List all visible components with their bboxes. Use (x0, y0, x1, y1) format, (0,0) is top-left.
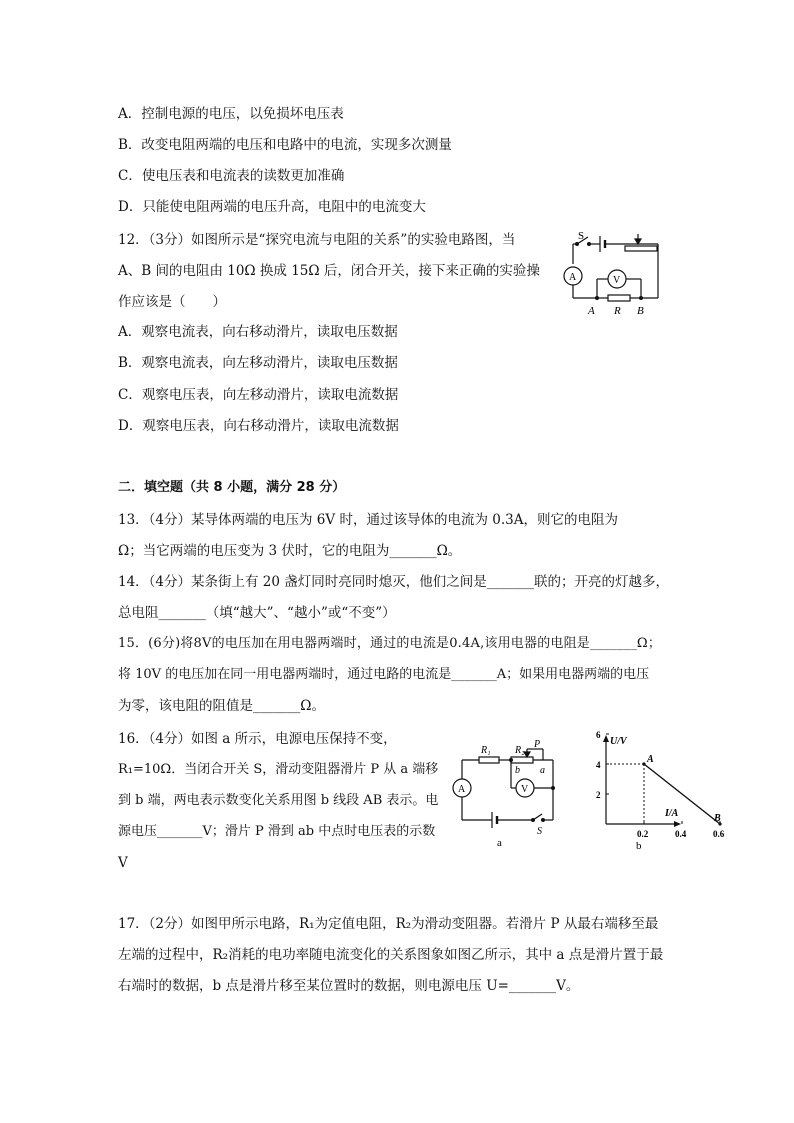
q16-circuit-figure-a (445, 738, 570, 850)
q12-fig-node-a: A (588, 305, 595, 317)
q16-fig-a-label-b: b (515, 765, 520, 776)
q12-option-d: D．观察电压表，向右移动滑片，读取电流数据 (118, 418, 399, 434)
q11-option-c: C．使电压表和电流表的读数更加准确 (118, 168, 345, 184)
q16-fig-a-voltmeter-label: V (521, 784, 529, 795)
q16-fig-a-ammeter-label: A (458, 784, 466, 795)
q17-line-3: 右端时的数据，b 点是滑片移至某位置时的数据，则电源电压 U=_______V。 (118, 978, 580, 994)
q16-fig-a-label-r2: R₂ (515, 745, 525, 756)
q12-option-c: C．观察电压表，向左移动滑片，读取电流数据 (118, 387, 399, 403)
q17-line-2: 左端的过程中，R₂消耗的电功率随电流变化的关系图象如图乙所示，其中 a 点是滑片置于最 (118, 947, 664, 963)
y-tick-label: 2 (596, 790, 601, 800)
q13-line-1: 13．（4分）某导体两端的电压为 6V 时，通过该导体的电流为 0.3A，则它的电阻为 (118, 512, 618, 528)
q15-line-1: 15．(6分)将8V的电压加在用电器两端时，通过的电流是0.4A,该用电器的电阻是_______Ω； (118, 636, 662, 651)
q16-line-2: R₁=10Ω．当闭合开关 S，滑动变阻器滑片 P 从 a 端移 (118, 762, 439, 777)
q12-stem-line-1: 12．（3分）如图所示是“探究电流与电阻的关系”的实验电路图，当 (118, 232, 516, 248)
q16-line-4: 源电压_______V；滑片 P 滑到 ab 中点时电压表的示数 (118, 824, 436, 839)
q14-line-1: 14．（4分）某条街上有 20 盏灯同时亮同时熄灭，他们之间是_______联的；开亮的灯越多， (118, 574, 670, 590)
q16-line-1: 16．（4分）如图 a 所示，电源电压保持不变， (118, 731, 397, 747)
q17-line-1: 17．（2分）如图甲所示电路，R₁为定值电阻，R₂为滑动变阻器。若滑片 P 从最右端移至最 (118, 916, 659, 932)
q16-fig-b-caption: b (636, 840, 642, 852)
q13-line-2: Ω；当它两端的电压变为 3 伏时，它的电阻为_______Ω。 (118, 543, 462, 559)
q12-fig-node-b: B (637, 305, 644, 317)
q12-stem-line-3: 作应该是（ ） (118, 294, 226, 310)
x-axis-label: I/A (665, 808, 679, 819)
y-tick-label: 4 (596, 760, 601, 770)
y-tick-label: 6 (596, 730, 601, 740)
x-tick-label: 0.2 (637, 829, 649, 839)
x-tick-label: 0.6 (713, 829, 725, 839)
q12-stem-line-2: A、B 间的电阻由 10Ω 换成 15Ω 后，闭合开关，接下来正确的实验操 (118, 263, 540, 279)
q12-circuit-figure (555, 226, 677, 318)
q16-line-5: V (118, 855, 128, 871)
q16-graph-figure-b (588, 728, 725, 852)
q12-option-b: B．观察电流表，向左移动滑片，读取电压数据 (118, 355, 398, 371)
q12-fig-voltmeter-label: V (613, 275, 621, 286)
q15-line-2: 将 10V 的电压加在同一用电器两端时，通过电路的电流是_______A；如果用电器两端的电压 (118, 667, 650, 682)
q11-option-a: A．控制电源的电压，以免损坏电压表 (118, 106, 344, 122)
y-axis-arrow (603, 735, 609, 742)
q16-fig-a-label-r1: R₁ (481, 745, 491, 756)
y-axis-label: U/V (610, 736, 627, 747)
q14-line-2: 总电阻_______（填“越大”、“越小”或“不变”） (118, 605, 396, 621)
q15-line-3: 为零，该电阻的阻值是_______Ω。 (118, 698, 325, 714)
x-tick-label: 0.4 (675, 829, 687, 839)
q12-fig-ammeter-label: A (569, 272, 577, 283)
q16-line-3: 到 b 端，两电表示数变化关系用图 b 线段 AB 表示。电 (118, 793, 439, 808)
point-a-label: A (647, 754, 654, 765)
q16-fig-a-label-p: P (534, 739, 541, 750)
x-axis-arrow (674, 821, 681, 827)
q11-option-d: D．只能使电阻两端的电压升高，电阻中的电流变大 (118, 199, 426, 215)
q11-option-b: B．改变电阻两端的电压和电路中的电流，实现多次测量 (118, 137, 452, 153)
point-b-label: B (714, 813, 721, 824)
section-title: 二．填空题（共 8 小题，满分 28 分） (118, 480, 346, 495)
q16-fig-a-caption: a (497, 837, 502, 849)
point-a-marker (642, 762, 645, 765)
q12-option-a: A．观察电流表，向右移动滑片，读取电压数据 (118, 324, 398, 340)
segment-ab (644, 764, 720, 824)
q16-fig-a-label-s: S (537, 826, 542, 837)
q12-fig-label-s: S (578, 230, 585, 242)
q16-fig-a-label-a: a (540, 765, 545, 776)
q12-fig-node-r: R (614, 305, 621, 317)
